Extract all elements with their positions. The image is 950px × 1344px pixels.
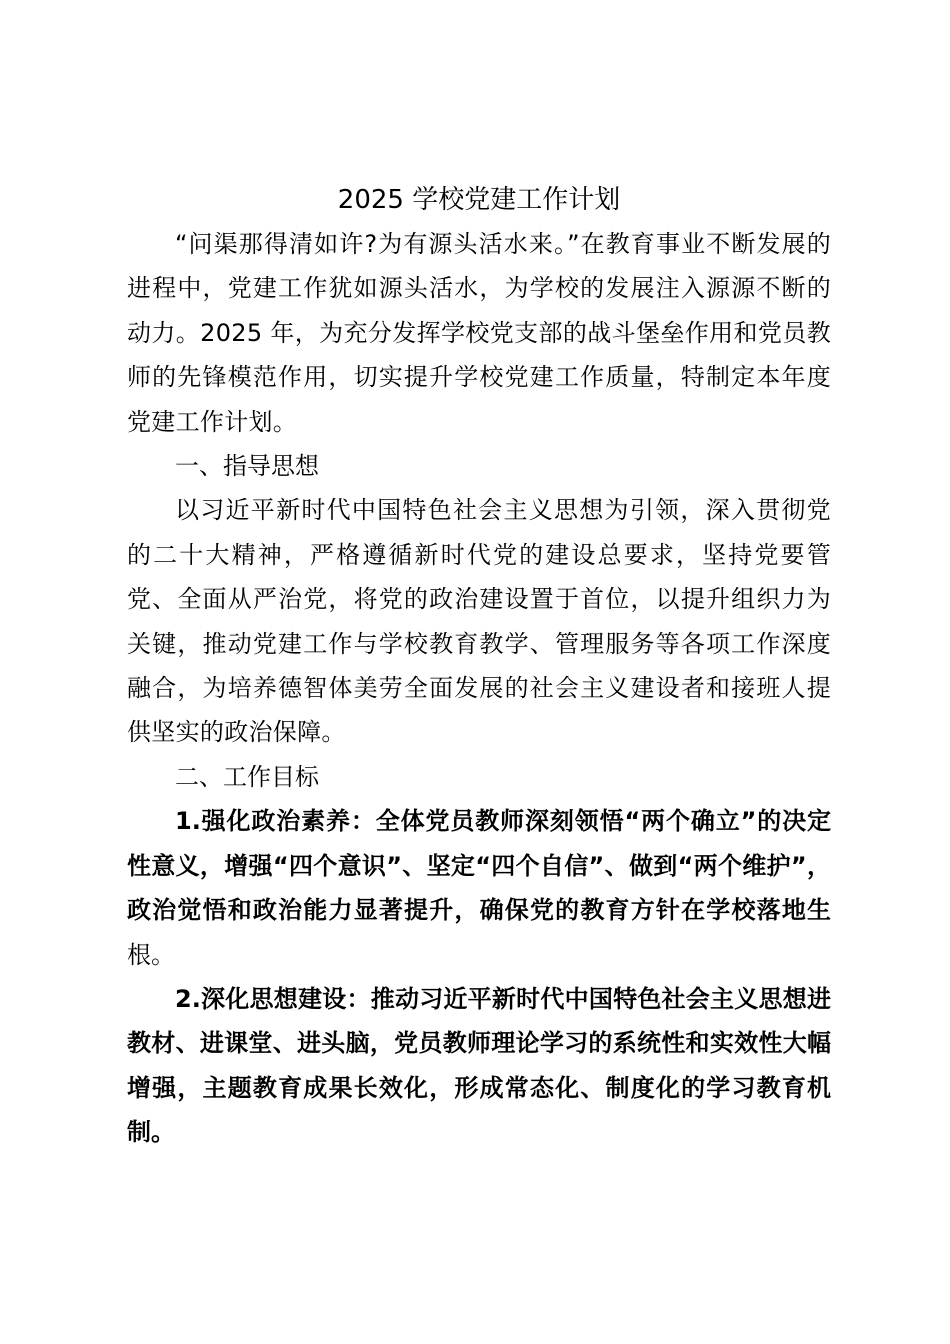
section-heading-work-goals: 二、工作目标 <box>175 762 319 791</box>
section-heading-guiding-ideology: 一、指导思想 <box>175 452 319 481</box>
guiding-ideology-paragraph: 以习近平新时代中国特色社会主义思想为引领，深入贯彻党的二十大精神，严格遵循新时代党的建设总要求，坚持党要管党、全面从严治党，将党的政治建设置于首位，以提升组织力为关键，推动党建工作与学校教育教学、管理服务等各项工作深度融合，为培养德智体美劳全面发展的社会主义建设者和接班人提供坚实的政治保障。 <box>127 496 831 747</box>
document-title: 2025 学校党建工作计划 <box>337 185 621 215</box>
intro-paragraph: “问渠那得清如许?为有源头活水来。”在教育事业不断发展的进程中，党建工作犹如源头活水，为学校的发展注入源源不断的动力。2025 年，为充分发挥学校党支部的战斗堡垒作用和党员教师的先锋模范作用，切实提升学校党建工作质量，特制定本年度党建工作计划。 <box>127 230 831 436</box>
goal-item-1 <box>127 799 831 977</box>
goal-item-1-text: 1.强化政治素养：全体党员教师深刻领悟“两个确立”的决定性意义，增强“四个意识”、坚定“四个自信”、做到“两个维护”，政治觉悟和政治能力显著提升，确保党的教育方针在学校落地生 <box>127 807 831 925</box>
goal-item-1-tail: 根。 <box>127 940 175 969</box>
document-page <box>127 178 831 1155</box>
goal-item-2-text: 2.深化思想建设：推动习近平新时代中国特色社会主义思想进教材、进课堂、进头脑，党员教师理论学习的系统性和实效性大幅增强，主题教育成果长效化，形成常态化、制度化的学习教育机制。 <box>127 984 831 1147</box>
goal-item-2 <box>127 977 831 1155</box>
